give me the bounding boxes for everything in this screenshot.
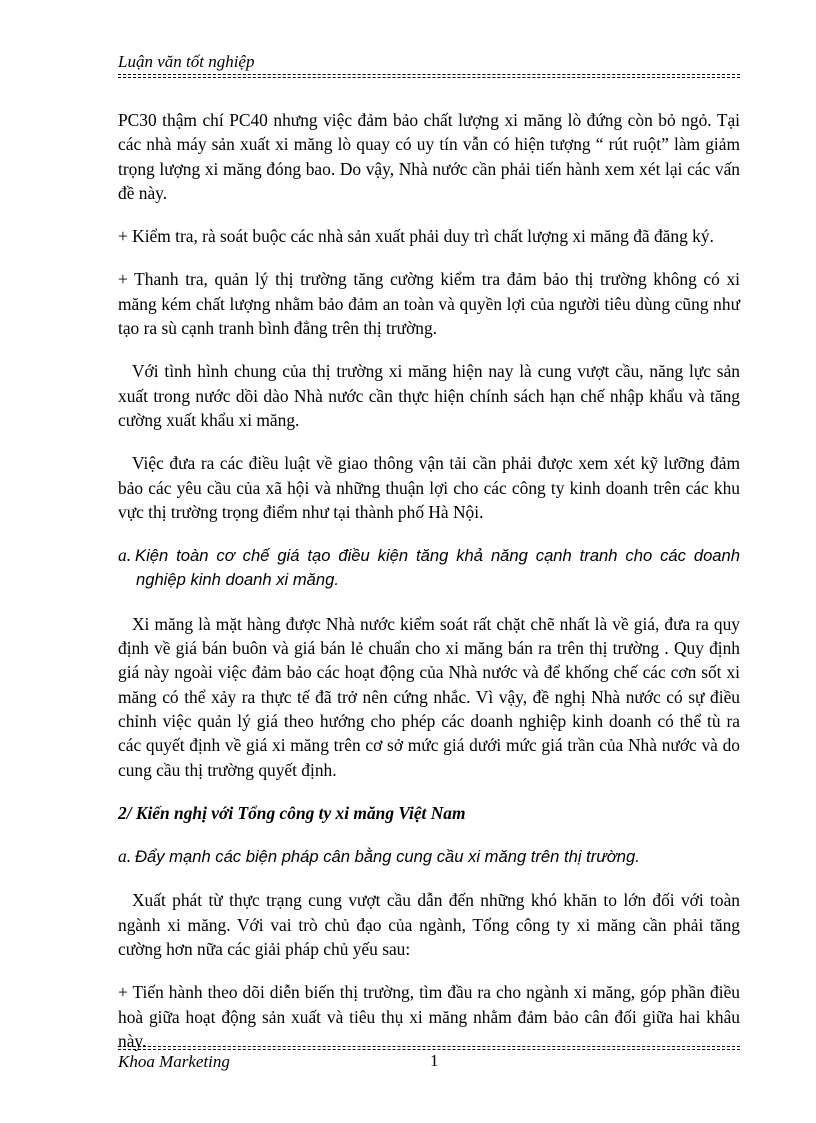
page-number: 1 [430, 1051, 439, 1070]
page-header [118, 52, 740, 75]
list-marker: a. [118, 846, 132, 867]
header-title: Luận văn tốt nghiệp [118, 52, 255, 71]
paragraph: PC30 thậm chí PC40 nhưng việc đảm bảo chất lượng xi măng lò đứng còn bỏ ngỏ. Tại các nhà máy sản xuất xi măng lò quay có uy tín vẫn có hiện tượng “ rút ruột” làm giảm trọng lượng xi măng đóng bao. Do vậy, Nhà nước cần phải tiến hành xem xét lại các vấn đề này. [118, 110, 740, 203]
paragraph: Với tình hình chung của thị trường xi măng hiện nay là cung vượt cầu, năng lực sản xuất trong nước dồi dào Nhà nước cần thực hiện chính sách hạn chế nhập khẩu và tăng cường xuất khẩu xi măng. [118, 361, 740, 430]
subsection-a-heading [118, 844, 740, 869]
paragraph: + Tiến hành theo dõi diễn biến thị trường, tìm đầu ra cho ngành xi măng, góp phần điều hoà giữa hoạt động sản xuất và tiêu thụ xi măng nhằm đảm bảo cân đối giữa hai khâu này. [118, 982, 740, 1051]
section-heading: 2/ Kiến nghị với Tổng công ty xi măng Việt Nam [118, 802, 466, 823]
subsection-a-heading [118, 543, 740, 593]
paragraph: Việc đưa ra các điều luật về giao thông vận tải cần phải được xem xét kỹ lưỡng đảm bảo các yêu cầu của xã hội và những thuận lợi cho các công ty kinh doanh trên các khu vực thị trường trọng điểm như tại thành phố Hà Nội. [118, 453, 740, 522]
list-marker: a. [118, 545, 132, 566]
paragraph: + Thanh tra, quản lý thị trường tăng cường kiểm tra đảm bảo thị trường không có xi măng kém chất lượng nhằm bảo đảm an toàn và quyền lợi của người tiêu dùng cũng như tạo ra sù cạnh tranh bình đẳng trên thị trường. [118, 269, 740, 339]
page-footer [118, 1046, 740, 1073]
subsection-title: Đẩy mạnh các biện pháp cân bằng cung cầu xi măng trên thị trường. [135, 847, 640, 867]
paragraph: Xi măng là mặt hàng được Nhà nước kiểm soát rất chặt chẽ nhất là về giá, đưa ra quy định về giá bán buôn và giá bán lẻ chuẩn cho xi măng bán ra trên thị trường . Quy định giá này ngoài việc đảm bảo các hoạt động của Nhà nước và để khống chế các cơn sốt xi măng có thể xảy ra thực tế đã trở nên cứng nhắc. Vì vậy, đề nghị Nhà nước có sự điều chỉnh việc quản lý giá theo hướng cho phép các doanh nghiệp kinh doanh có thể tù ra các quyết định về giá xi măng trên cơ sở mức giá dưới mức giá trần của Nhà nước và do cung cầu thị trường quyết định. [118, 613, 740, 780]
document-body [118, 108, 740, 1072]
paragraph: Xuất phát từ thực trạng cung vượt cầu dẫn đến những khó khăn to lớn đối với toàn ngành xi măng. Với vai trò chủ đạo của ngành, Tổng công ty xi măng cần phải tăng cường hơn nữa các giải pháp chủ yếu sau: [118, 890, 740, 960]
footer-department: Khoa Marketing [118, 1052, 230, 1071]
subsection-title: Kiện toàn cơ chế giá tạo điều kiện tăng khả năng cạnh tranh cho các doanh nghiệp kinh doanh xi măng. [135, 546, 740, 590]
paragraph: + Kiểm tra, rà soát buộc các nhà sản xuất phải duy trì chất lượng xi măng đã đăng ký. [118, 226, 714, 247]
